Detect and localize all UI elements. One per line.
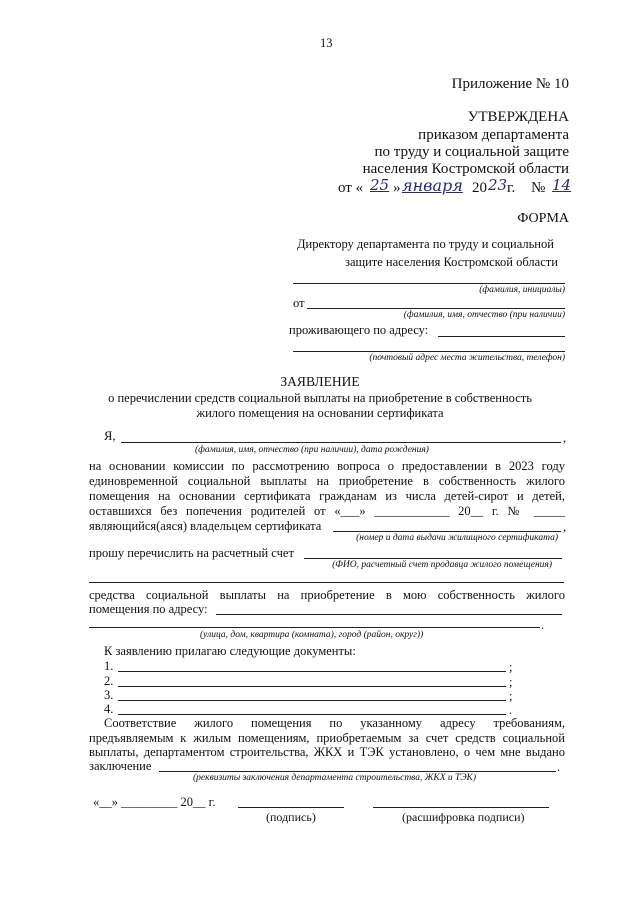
p1-line-1: на основании комиссии по рассмотрению вопроса о предоставлении в 2023 году [89, 459, 565, 473]
signature-field[interactable] [238, 807, 344, 808]
date-month-handwritten: января [402, 176, 463, 195]
attachment-4-number: 4. [104, 702, 114, 716]
addressee-line-1: Директору департамента по труду и социальной [297, 237, 554, 251]
residing-address-field[interactable] [438, 336, 565, 337]
attachment-3-number: 3. [104, 688, 114, 702]
certificate-hint: (номер и дата выдачи жилищного сертификата) [356, 533, 558, 543]
street-hint: (улица, дом, квартира (комната), город (район, округ)) [200, 630, 424, 640]
signature-label: (подпись) [266, 810, 316, 824]
date-day-handwritten: 25 [370, 176, 390, 194]
conclusion-label: заключение [89, 759, 152, 773]
number-sign: № [531, 180, 546, 196]
appendix-label: Приложение № 10 [451, 76, 569, 92]
statement-subtitle-1: о перечислении средств социальной выплаты на приобретение в собственность [108, 391, 532, 405]
residing-label: проживающего по адресу: [289, 323, 429, 337]
director-name-hint: (фамилия, инициалы) [479, 285, 565, 295]
p2-line-1: средства социальной выплаты на приобретение в мою собственность жилого [89, 588, 565, 602]
attachment-4-end: . [509, 703, 513, 717]
conclusion-field[interactable] [159, 771, 556, 772]
attachment-2-number: 2. [104, 674, 114, 688]
full-name-hint: (фамилия, имя, отчество (при наличии), дата рождения) [195, 445, 429, 455]
address-trail: . [541, 618, 545, 632]
order-line-3: населения Костромской области [362, 161, 569, 177]
conclusion-trail: . [557, 760, 561, 774]
property-address-field-2[interactable] [89, 627, 540, 628]
p3-line-2: предъявляемым к жилым помещениям, приобретаемым за счет средств социальной [89, 731, 565, 745]
applicant-full-name-field[interactable] [121, 442, 561, 443]
residing-address-field-2[interactable] [293, 351, 565, 352]
i-trail: , [563, 431, 567, 445]
cert-trail: , [563, 520, 567, 534]
approved-label: УТВЕРЖДЕНА [467, 109, 569, 125]
attachment-1-field[interactable] [118, 671, 506, 672]
p1-line-2: единовременной социальной выплаты на приобретение в собственность жилого [89, 474, 565, 488]
i-label: Я, [104, 429, 116, 443]
page-number: 13 [320, 36, 333, 50]
attachments-title: К заявлению прилагаю следующие документы: [104, 644, 356, 658]
director-name-field[interactable] [293, 283, 565, 284]
date-year-prefix: 20 [472, 180, 487, 196]
attachment-4-field[interactable] [118, 714, 506, 715]
statement-title: ЗАЯВЛЕНИЕ [280, 374, 360, 389]
property-address-label: помещения по адресу: [89, 602, 208, 616]
seller-account-field[interactable] [304, 558, 562, 559]
seller-hint: (ФИО, расчетный счет продавца жилого помещения) [332, 560, 552, 570]
transfer-label: прошу перечислить на расчетный счет [89, 546, 294, 560]
attachment-3-end: ; [509, 689, 513, 703]
footer-date-field[interactable]: «__» _________ 20__ г. [93, 795, 216, 809]
date-year-unit: г. [507, 180, 516, 196]
statement-subtitle-2: жилого помещения на основании сертификата [196, 406, 444, 420]
p1-line-4: оставшихся без попечения родителей от «___» ____________ 20__ г. № _____ [89, 504, 565, 518]
date-prefix: от « [338, 180, 364, 196]
date-year-handwritten: 23 [488, 176, 508, 194]
cert-owner-label: являющийся(аяся) владельцем сертификата [89, 519, 322, 533]
order-line-1: приказом департамента [418, 127, 569, 143]
p1-line-3: помещения на основании сертификата гражданам из числа детей-сирот и детей, [89, 489, 565, 503]
p3-line-3: выплаты, департаментом строительства, ЖКХ и ТЭК установлено, о чем мне выдано [89, 745, 565, 759]
attachment-2-end: ; [509, 675, 513, 689]
date-quote: » [393, 180, 401, 196]
p3-line-1: Соответствие жилого помещения по указанному адресу требованиям, [104, 716, 565, 730]
attachment-3-field[interactable] [118, 700, 506, 701]
applicant-name-hint: (фамилия, имя, отчество (при наличии) [403, 310, 565, 320]
address-hint: (почтовый адрес места жительства, телефон) [369, 353, 565, 363]
transcript-label: (расшифровка подписи) [402, 810, 525, 824]
attachment-1-end: ; [509, 660, 513, 674]
conclusion-hint: (реквизиты заключения департамента строительства, ЖКХ и ТЭК) [193, 773, 477, 783]
signature-transcript-field[interactable] [373, 807, 549, 808]
attachment-2-field[interactable] [118, 686, 506, 687]
addressee-line-2: защите населения Костромской области [345, 255, 558, 269]
attachment-1-number: 1. [104, 659, 114, 673]
certificate-field[interactable] [333, 531, 561, 532]
form-label: ФОРМА [517, 211, 569, 226]
from-label: от [293, 296, 305, 310]
seller-account-field-2[interactable] [89, 582, 564, 583]
applicant-name-field[interactable] [307, 308, 565, 309]
property-address-field[interactable] [216, 614, 562, 615]
order-number-handwritten: 14 [552, 176, 572, 194]
approval-date-line [338, 178, 578, 200]
order-line-2: по труду и социальной защите [374, 144, 569, 160]
